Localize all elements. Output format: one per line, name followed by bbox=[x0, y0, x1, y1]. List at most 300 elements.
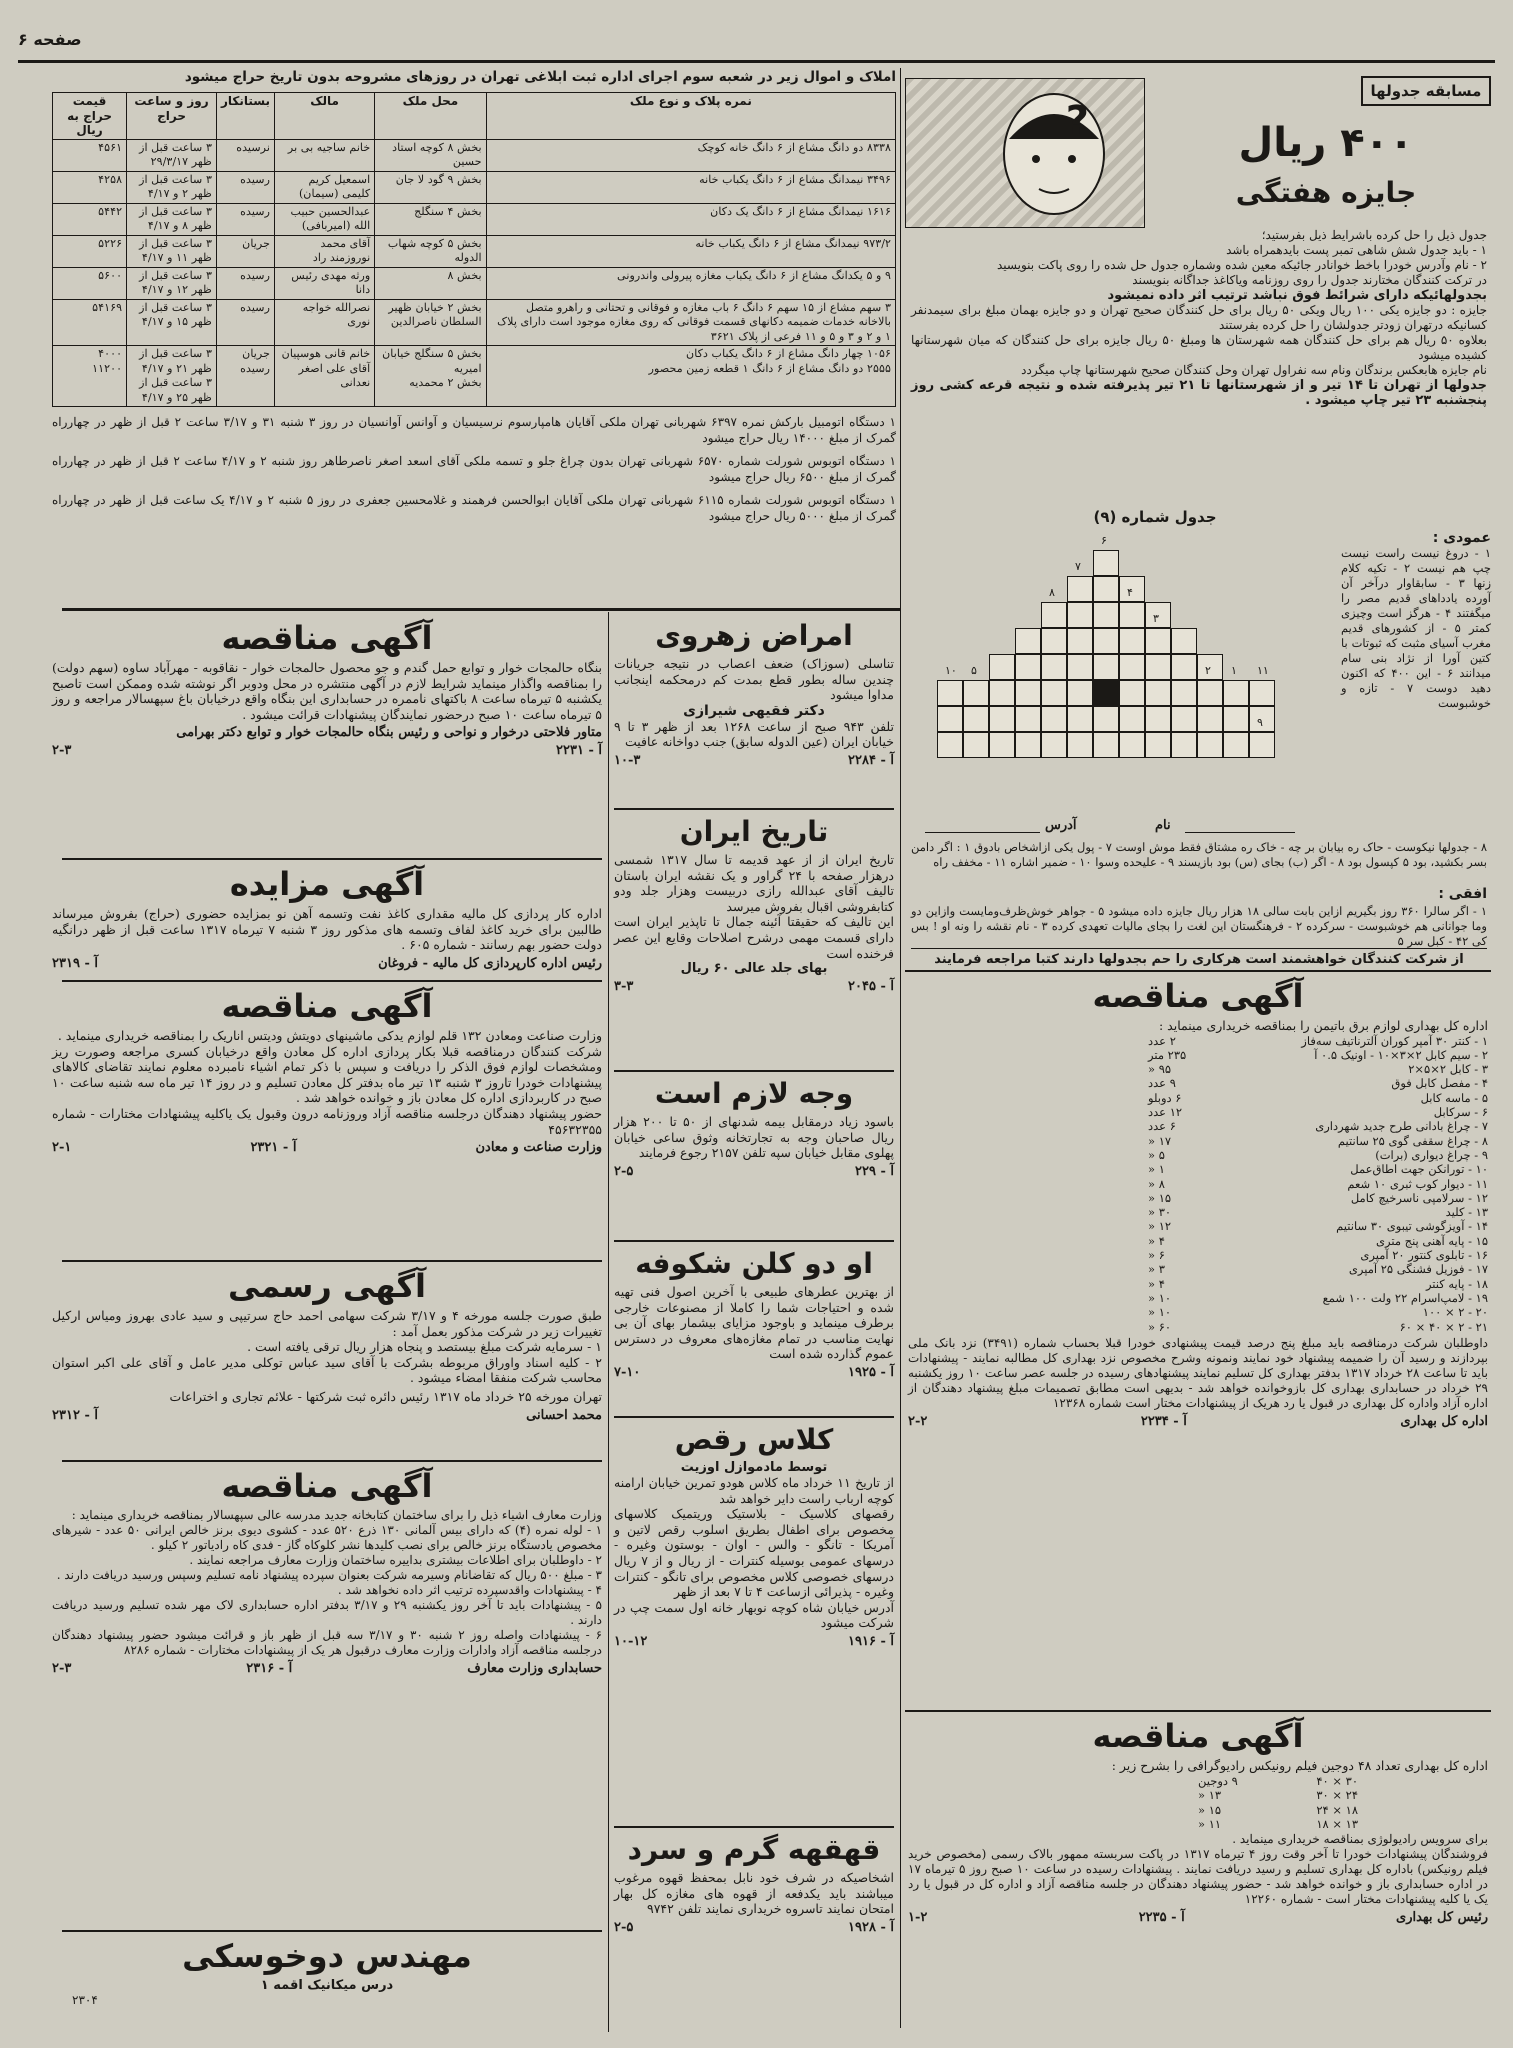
table-cell: بخش ۸ کوچه استاد حسین bbox=[375, 139, 486, 171]
table-cell: ۱۶۱۶ نیمدانگ مشاع از ۶ دانگ یک دکان bbox=[486, 203, 895, 235]
table-cell: ۵۴۱۶۹ bbox=[53, 299, 127, 346]
prize-amount: ۴۰۰ ریال bbox=[1238, 120, 1414, 166]
list-item bbox=[1148, 1076, 1488, 1090]
ad-divider bbox=[614, 1240, 894, 1242]
grid-cell[interactable] bbox=[1041, 654, 1067, 680]
grid-number: ۲ bbox=[1205, 664, 1211, 677]
venereal-ad bbox=[614, 616, 894, 768]
item-qty: ۶ دوبلو bbox=[1148, 1090, 1182, 1105]
ad-subtitle: توسط مادموازل اوزیت bbox=[680, 1460, 828, 1475]
list-item bbox=[1148, 1248, 1488, 1262]
grid-cell[interactable] bbox=[1145, 706, 1171, 732]
grid-cell[interactable] bbox=[1119, 732, 1145, 758]
list-item bbox=[1148, 1219, 1488, 1233]
grid-cell[interactable] bbox=[1249, 732, 1275, 758]
grid-cell[interactable] bbox=[989, 706, 1015, 732]
ad-title: وجه لازم است bbox=[654, 1077, 854, 1110]
grid-cell[interactable] bbox=[1171, 654, 1197, 680]
list-item bbox=[1198, 1774, 1358, 1789]
grid-number: ۱ bbox=[1231, 664, 1237, 677]
grid-cell[interactable] bbox=[1119, 706, 1145, 732]
grid-cell[interactable] bbox=[963, 706, 989, 732]
ad-body: از بهترین عطرهای طبیعی با آخرین اصول فنی تهیه شده و احتیاجات شما را کاملا از مصنوعات خارجی برطرف مینماید و باوجود مزایای بیشمار بهای آن بی نهایت مناسب در تمام مغازه‌های معروف در دسترس عموم گذارده شده است bbox=[614, 1284, 894, 1362]
grid-number: ۳ bbox=[1153, 612, 1159, 625]
item-qty: ۱۱ « bbox=[1198, 1817, 1222, 1832]
vertical-clues bbox=[1341, 530, 1491, 711]
item-name: ۱۷ - فوزیل فشنگی ۲۵ آمپری bbox=[1348, 1262, 1488, 1277]
section-rule bbox=[62, 608, 900, 611]
ad-body: وزارت صناعت ومعادن ۱۳۲ قلم لوازم یدکی ماشینهای دویتش ودیتس اناریک را بمناقصه خریداری مینماید . شرکت کنندگان درمناقصه قبلا بکار پردازی اداره کل معادن واقع درخیابان کسری مراجعه وصورت ریز ومشخصات لوازم فوق الذکر را دریافت و سپس با ذکر تمام اشیاء نامبرده معلوم نمایند تقاضای کالاهای پیشنهادات خودرا تاروز ۳ شنبه ۱۳ تیر ماه بدفتر کل معادن تسلیم و در روز ۱۴ تیر ماه سه شنبه ساعت ۱۰ صبح در کاربردازی اداره کل معادن باز و خوانده خواهد شد . حضور پیشنهاد دهندگان درجلسه مناقصه آزاد وروزنامه درون وقبول یک یاکلیه پیشنهادات مختارات - شماره ۴۵۶۳۲۳۵۵ bbox=[52, 1028, 602, 1137]
item-name: ۱۳ - کلید bbox=[1445, 1205, 1488, 1220]
ad-code: آ - ۲۲۹ bbox=[854, 1163, 894, 1179]
ad-body: اداره کار پردازی کل مالیه مقداری کاغذ نفت وتسمه آهن نو بمزایده حضوری (حراج) بفروش میرساند طالبین برای خرید کاغذ لفاف وتسمه های مذکور روز ۳ شنبه ۷ تیرماه ۱۳۱۷ ساعت قبل از ظهر درانگیه دولت حضور بهم رسانند - شماره ۶۰۵ . bbox=[52, 906, 602, 953]
grid-cell[interactable] bbox=[1093, 706, 1119, 732]
grid-cell[interactable] bbox=[1015, 706, 1041, 732]
table-row bbox=[53, 203, 896, 235]
ad-body: بنگاه حالمجات خوار و توابع حمل گندم و جو محصول حالمجات خوار - نقاقوبه - مهرآباد ساوه (سهم دولت) را بمناقصه واگذار مینماید شرایط لازم در آگهی منتشره در محل ودوبر اگر نوشته شده وممکن است تاصبح یکشنبه ۵ تیرماه ساعت ۸ باکتهای ناممره در حسابداری این بنگاه واقع درخیابان باغ سپهسالار مراجعه و روز ۵ تیرماه ساعت ۱۰ صبح درحضور نمایندگان پیشنهادات قرائت میشود . bbox=[52, 660, 602, 722]
ad-divider bbox=[62, 1930, 602, 1932]
table-cell: ۵۲۲۶ bbox=[53, 235, 127, 267]
horizontal-head: افقی : bbox=[1438, 886, 1487, 902]
grid-cell[interactable] bbox=[1067, 732, 1093, 758]
item-qty: ۱۷ « bbox=[1148, 1133, 1172, 1148]
instruction-line: جدولها از تهران تا ۱۴ تیر و از شهرستانها تا ۲۱ تیر پذیرفته شده و نتیجه قرعه کشی روز پنجشنبه ۲۳ تیر چاپ میشود . bbox=[911, 378, 1487, 408]
grid-cell[interactable] bbox=[1145, 732, 1171, 758]
grid-cell[interactable] bbox=[1041, 706, 1067, 732]
table-row bbox=[53, 267, 896, 299]
list-item bbox=[1148, 1119, 1488, 1133]
vertical-head: عمودی : bbox=[1432, 530, 1491, 546]
grid-cell[interactable] bbox=[937, 680, 963, 706]
ad-signer: رئیس کل بهداری bbox=[1396, 1909, 1488, 1925]
table-cell: ۳ ساعت قبل از ظهر ۱۱ و ۴/۱۷ bbox=[127, 235, 217, 267]
column-rule bbox=[900, 68, 901, 2028]
ad-code: آ - ۲۲۳۱ bbox=[556, 743, 602, 759]
instruction-line: بجدولهائیکه دارای شرائط فوق نباشد ترتیب اثر داده نمیشود bbox=[1107, 288, 1487, 303]
grid-cell[interactable] bbox=[1093, 680, 1119, 706]
list-item bbox=[1148, 1305, 1488, 1319]
grid-cell[interactable] bbox=[1093, 550, 1119, 576]
grid-cell[interactable] bbox=[1145, 628, 1171, 654]
money-ad bbox=[614, 1074, 894, 1179]
ad-code: آ - ۲۳۲۱ bbox=[250, 1140, 297, 1156]
grid-cell[interactable] bbox=[1171, 732, 1197, 758]
ad-title: آگهی مزایده bbox=[229, 865, 425, 903]
tender1-ad bbox=[52, 616, 602, 758]
table-cell: خانم ساجیه بی بر bbox=[274, 139, 374, 171]
list-item bbox=[1198, 1817, 1358, 1832]
grid-cell[interactable] bbox=[989, 654, 1015, 680]
grid-cell[interactable] bbox=[1093, 602, 1119, 628]
table-cell: رسیده bbox=[216, 171, 274, 203]
grid-cell[interactable] bbox=[1067, 654, 1093, 680]
grid-cell[interactable] bbox=[1093, 732, 1119, 758]
instruction-line: جایزه : دو جایزه یکی ۱۰۰ ریال ویکی ۵۰ ریال برای حل کنندگان صحیح تهران و دو جایزه بهمان مبلغ برای سیمدنفر کسانیکه درتهران زودتر جدولشان را حل کرده بفرستند bbox=[911, 303, 1488, 332]
table-cell: ۸۳۳۸ دو دانگ مشاع از ۶ دانگ خانه کوچک bbox=[486, 139, 895, 171]
ad-body: تناسلی (سوزاک) ضعف اعصاب در نتیجه جریانات چندین ساله بطور قطع بمدت کم درمحکمه اینجانب مداوا میشود bbox=[614, 656, 894, 703]
grid-cell[interactable] bbox=[1119, 602, 1145, 628]
list-item bbox=[1148, 1134, 1488, 1148]
section-rule bbox=[905, 970, 1491, 972]
table-cell: جریان رسیده bbox=[216, 346, 274, 407]
table-cell: اسمعیل کریم کلیمی (سیمان) bbox=[274, 171, 374, 203]
item-name: ۶ - سرکابل bbox=[1433, 1105, 1488, 1120]
ad-body: اشخاصیکه در شرف خود نابل بمحفظ قهوه مرغوب میباشند باید یکدفعه از قهوه های مغازه کل بهار امتحان نمایند تاسروه خریداری نمایند تلفن ۹۷۴۲ bbox=[614, 1870, 894, 1917]
column-header: مالک bbox=[274, 93, 374, 140]
grid-cell[interactable] bbox=[1119, 654, 1145, 680]
table-cell: ۴۵۶۱ bbox=[53, 139, 127, 171]
crossword-section bbox=[905, 68, 1491, 968]
table-cell: ۳ ساعت قبل از ظهر ۲۱ و ۴/۱۷ ۳ ساعت قبل از ظهر ۲۵ و ۴/۱۷ bbox=[127, 346, 217, 407]
item-name: ۲۴ × ۳۰ bbox=[1316, 1788, 1358, 1803]
auction-note: ۱ دستگاه اتوبوس شورلت شماره ۶۱۱۵ شهربانی تهران ملکی آقایان ابوالحسن فرهمند و غلامحسین جعفری در روز ۵ شنبه ۲ و ۴/۱۷ یک ساعت قبل از ظهر در چهارراه گمرک از مبلغ ۵۰۰۰ ریال حراج میشود bbox=[52, 493, 896, 523]
list-item bbox=[1148, 1091, 1488, 1105]
instruction-line: بعلاوه ۵۰ ریال هم برای حل کنندگان همه شهرستان ها ومبلغ ۵۰ ریال جایزه برای حل کنندگان که میان شهرستانها کشیده میشود bbox=[911, 333, 1487, 362]
svg-text:?: ? bbox=[1065, 98, 1089, 144]
table-cell: ۴۲۵۸ bbox=[53, 171, 127, 203]
grid-cell[interactable] bbox=[1223, 680, 1249, 706]
crossword-instructions bbox=[911, 228, 1487, 408]
ad-divider bbox=[614, 1070, 894, 1072]
ad-number: ۱-۲ bbox=[908, 1909, 928, 1925]
ad-number: ۲-۱ bbox=[52, 1140, 72, 1156]
table-cell: رسیده bbox=[216, 203, 274, 235]
ad-title: آگهی مناقصه bbox=[1092, 977, 1304, 1015]
item-name: ۹ - چراغ دیواری (برات) bbox=[1375, 1147, 1488, 1162]
grid-cell[interactable] bbox=[937, 706, 963, 732]
table-cell: بخش ۸ bbox=[375, 267, 486, 299]
ad-number: ۲-۲ bbox=[908, 1413, 928, 1429]
ad-code: آ - ۲۲۳۵ bbox=[1138, 1909, 1185, 1925]
table-cell: ۴۰۰۰ ۱۱۲۰۰ bbox=[53, 346, 127, 407]
list-item bbox=[1148, 1291, 1488, 1305]
item-qty: ۱۵ « bbox=[1198, 1802, 1222, 1817]
grid-cell[interactable] bbox=[1197, 732, 1223, 758]
ad-title: آگهی رسمی bbox=[228, 1267, 426, 1305]
table-cell: نصرالله خواجه نوری bbox=[274, 299, 374, 346]
grid-cell[interactable] bbox=[1223, 732, 1249, 758]
page-label: صفحه ۶ bbox=[18, 30, 82, 49]
item-name: ۸ - چراغ سقفی گوی ۲۵ سانتیم bbox=[1337, 1133, 1488, 1148]
item-name: ۱۱ - دیوار کوب ثبری ۱۰ شعم bbox=[1347, 1176, 1488, 1191]
ad-body: داوطلبان شرکت درمناقصه باید مبلغ پنج درصد قیمت پیشنهادی خودرا قبلا بحساب شماره (۳۴۹۱) نزد بانک ملی بپردازند و رسید آن را ضمیمه پیشنهاد خود نمایند ونمونه وشرح مخصوص نزد بهداری کل مطالبه نمایند - پیشنهادات باید تا ساعت ۲۸ خرداد ۱۳۱۷ بدفتر بهداری کل تسلیم نمایند پیشنهادهای رسیده در جلسه عصر ساعت ۱۰ روز یکشنبه ۲۹ خرداد در حسابداری بهداری کل بازوخوانده خواهد شد - بدیهی است مطابق تصمیمات مبلغ پیشنهاد دهندگان از اداره آزاد واداره کل بهداری در قبول یا رد هریک از پیشنهادات مختار است شماره ۱۲۳۶۸ bbox=[908, 1335, 1488, 1410]
table-cell: نرسیده bbox=[216, 139, 274, 171]
item-name: ۴ - مفصل کابل فوق bbox=[1391, 1076, 1488, 1091]
table-cell: ۱۰۵۶ چهار دانگ مشاع از ۶ دانگ یکباب دکان ۲۵۵۵ دو دانگ مشاع از ۶ دانگ ۱ قطعه زمین محصور bbox=[486, 346, 895, 407]
ad-title: قهقهه گرم و سرد bbox=[627, 1833, 881, 1866]
table-row bbox=[53, 299, 896, 346]
item-qty: ۴ « bbox=[1148, 1233, 1165, 1248]
item-name: ۱۲ - سرلامپی ناسرخیچ کامل bbox=[1350, 1190, 1488, 1205]
item-qty: ۹ عدد bbox=[1148, 1076, 1176, 1091]
ad-body: از تاریخ ۱۱ خرداد ماه کلاس هودو تمرین خیابان ارامنه کوچه ارباب راست دایر خواهد شد رقصهای کلاسیک - بلاستیک وریتمیک کلاسهای مخصوص برای اطفال بطریق اسلوب رقص لاتین و آمریکا - تانگو - والس - اوان - بوستون وغیره - درسهای عمومی بوسیله کنترات - از ریال و از ۷ ریال درسهای خصوصی کلاس مخصوص برای تانگو - کنترات وغیره - پذیرائی ازساعت ۴ تا ۷ بعد از ظهر bbox=[614, 1475, 894, 1600]
auction-note: ۱ دستگاه اتوبوس شورلت شماره ۶۵۷۰ شهربانی تهران بدون چراغ جلو و تسمه ملکی آقای اسعد اصغر ناصرطاهر روز شنبه ۲ و ۴/۱۷ ساعت ۲ قبل از ظهر در چهارراه گمرک از مبلغ ۶۵۰۰ ریال حراج میشود bbox=[52, 454, 896, 484]
item-name: ۷ - چراغ بادانی طرح جدید شهرداری bbox=[1315, 1119, 1488, 1134]
table-cell: بخش ۵ کوچه شهاب الدوله bbox=[375, 235, 486, 267]
item-qty: ۱۲ عدد bbox=[1148, 1105, 1183, 1120]
item-name: ۱ - کنتر ۳۰ آمپر کوران آلترناتیف سه‌فاز bbox=[1301, 1033, 1488, 1048]
table-cell: ۹۷۳/۲ نیمدانگ مشاع از ۶ دانگ یکباب خانه bbox=[486, 235, 895, 267]
ad-title: آگهی مناقصه bbox=[221, 1467, 433, 1505]
tender-hq-ad bbox=[908, 974, 1488, 1429]
ad-divider bbox=[614, 1826, 894, 1828]
ad-intro: اداره کل بهداری تعداد ۴۸ دوجین فیلم رونیکس رادیوگرافی را بشرح زیر : bbox=[1111, 1758, 1488, 1773]
ad-code: آ - ۲۲۳۴ bbox=[1140, 1413, 1187, 1429]
grid-cell[interactable] bbox=[1015, 628, 1041, 654]
grid-cell[interactable] bbox=[1015, 680, 1041, 706]
column-rule bbox=[608, 612, 609, 2032]
table-cell: بخش ۴ سنگلج bbox=[375, 203, 486, 235]
ad-signer: محمد احسانی bbox=[526, 1407, 602, 1423]
grid-cell[interactable] bbox=[1171, 706, 1197, 732]
list-item bbox=[1148, 1262, 1488, 1276]
item-name: ۳۰ × ۴۰ bbox=[1316, 1773, 1358, 1788]
table-row bbox=[53, 171, 896, 203]
ad-number: ۲-۵ bbox=[614, 1163, 634, 1179]
crossword-grid bbox=[917, 530, 1307, 820]
grid-cell[interactable] bbox=[1067, 602, 1093, 628]
puzzle-illustration bbox=[905, 78, 1145, 228]
tender4-ad bbox=[52, 1464, 602, 1676]
grid-cell[interactable] bbox=[1171, 628, 1197, 654]
ad-signer: متاور فلاحتی درخوار و نواحی و رئیس بنگاه حالمجات خوار و توابع دکتر بهرامی bbox=[176, 725, 602, 741]
vertical-text: ۱ - دروغ نیست راست نیست چپ هم نیست ۲ - تکیه کلام زنها ۳ - سابقاوار درآخر آن آورده یادداهای قدیم مصر را میگفتند ۴ - هرگز است وچیزی کمتر ۵ - از کشورهای قدیم مغرب آسیای مثبت که ثبوتات با کتین آورا از نژاد بنی سام میدانند ۶ - این ۴۰۰ که اکنون دهید دوست ۷ - تازه و خوشبوست bbox=[1341, 546, 1491, 710]
item-qty: ۹ دوجین bbox=[1198, 1773, 1238, 1788]
grid-cell[interactable] bbox=[1041, 732, 1067, 758]
ad-body: برای سرویس رادیولوژی بمناقصه خریداری مینماید . فروشندگان پیشنهادات خودرا تا آخر وقت روز ۴ تیرماه ۱۳۱۷ در پاکت سربسته ممهور بالاک رسمی (مخصوص خرید فیلم رونیکس) باداره کل بهداری تسلیم و رسید دریافت نمایند . پیشنهادات رسیده در ساعت ۱۰ صبح روز ۵ تیرماه ۱۷ در اداره حسابداری باز و خوانده خواهد شد - حضور پیشنهاد دهندگان در جلسه مناقصه آزاد و اداره کل در قبول یا رد یک یا کلیه پیشنهادات مختار است - شماره ۱۲۲۶۰ bbox=[908, 1831, 1489, 1906]
instruction-line: در ترکت کنندگان مختارند جدول را روی روزنامه ویاکاغذ جداگانه بنویسند bbox=[1132, 273, 1487, 287]
instruction-line: ۲ - نام وآدرس خودرا باخط خوانادر جائیکه معین شده وشماره جدول حل شده را روی پاکت بنویسید bbox=[996, 258, 1487, 272]
ad-code: آ - ۱۹۲۸ bbox=[848, 1919, 894, 1935]
item-qty: ۶ عدد bbox=[1148, 1119, 1176, 1134]
ad-divider bbox=[614, 1416, 894, 1418]
ad-number: ۲-۳ bbox=[52, 1661, 72, 1676]
table-cell: رسیده bbox=[216, 299, 274, 346]
table-cell: رسیده bbox=[216, 267, 274, 299]
list-item bbox=[1148, 1162, 1488, 1176]
grid-number: ۱۰ bbox=[945, 664, 957, 677]
item-list bbox=[1198, 1774, 1358, 1832]
column-header: روز و ساعت حراج bbox=[127, 93, 217, 140]
grid-cell[interactable] bbox=[1145, 680, 1171, 706]
grid-cell[interactable] bbox=[1145, 654, 1171, 680]
item-qty: ۹۵ « bbox=[1148, 1062, 1172, 1077]
ad-doctor: دکتر فقیهی شیرازی bbox=[683, 702, 825, 719]
table-cell: بخش ۵ سنگلج خیابان امیریه بخش ۲ محمدیه bbox=[375, 346, 486, 407]
table-cell: ورثه مهدی رئیس دانا bbox=[274, 267, 374, 299]
item-qty: ۱۰ « bbox=[1148, 1305, 1172, 1320]
table-cell: ۹ و ۵ یکدانگ مشاع از ۶ دانگ یکباب مغازه پیرولی واندرونی bbox=[486, 267, 895, 299]
ad-divider bbox=[62, 1260, 602, 1262]
table-cell: ۳ ساعت قبل از ظهر ۲۹/۳/۱۷ bbox=[127, 139, 217, 171]
horizontal-text: ۱ - اگر سالرا ۳۶۰ روز بگیریم ازاین بابت سالی ۱۸ هزار ریال جایزه داده میشود ۵ - جواهر خوش‌ظرف‌ومایست وازاین دو وما جوانانی هم خوشبوست - سرکرده ۲ - فرهنگستان این لغت را بجای مالیات تعهدی کرده ۳ - نام نقشه را ونه او ! بس کی ۴۲ - کبل سر ۵ bbox=[911, 904, 1487, 948]
address-rule bbox=[925, 832, 1040, 833]
engineer-ad bbox=[52, 1934, 602, 2007]
list-item bbox=[1148, 1234, 1488, 1248]
grid-cell[interactable] bbox=[1015, 654, 1041, 680]
grid-cell[interactable] bbox=[937, 732, 963, 758]
grid-number: ۶ bbox=[1101, 534, 1107, 547]
dance-ad bbox=[614, 1420, 894, 1649]
ad-divider bbox=[62, 980, 602, 982]
grid-number: ۷ bbox=[1075, 560, 1081, 573]
ad-body: باسود زیاد درمقابل بیمه شدنهای از ۵۰ تا ۲۰۰ هزار ریال صاحبان وجه به تجارتخانه وثوق ساعی خیابان پهلوی مقابل خیابان سپه تلفن ۲۱۵۷ رجوع فرمایند bbox=[614, 1114, 894, 1161]
item-name: ۲۰ - ۲ × ۱۰۰ bbox=[1422, 1305, 1488, 1320]
name-rule bbox=[1185, 832, 1295, 833]
item-name: ۱۸ × ۲۴ bbox=[1316, 1802, 1358, 1817]
grid-number: ۵ bbox=[971, 664, 977, 677]
table-cell: ۵۴۴۲ bbox=[53, 203, 127, 235]
grid-cell[interactable] bbox=[1067, 628, 1093, 654]
item-name: ۱۴ - آویزگوشی تیبوی ۳۰ سانتیم bbox=[1336, 1219, 1488, 1234]
name-label: نام bbox=[1155, 818, 1171, 833]
ad-code: آ - ۲۳۱۹ bbox=[52, 955, 98, 971]
grid-number: ۴ bbox=[1127, 586, 1133, 599]
grid-cell[interactable] bbox=[1197, 680, 1223, 706]
vertical-more: ۸ - جدولها نیکوست - حاک ره بیابان بر چه - خاک ره مشتاق فقط موش اوست ۷ - پول یکی ازاشخاص بادوق ۱ : اگر دامن بسر بکشید، بود ۵ کپسول بود ۸ - اگر (ب) بجای (س) بود بازیسند ۹ - علیحده وسوا ۱۰ - ضمیر اشاره ۱۱ - مخفف راه bbox=[911, 840, 1487, 869]
item-name: ۳ - کابل ۲×۵×۲ bbox=[1408, 1062, 1488, 1077]
ad-title: تاریخ ایران bbox=[679, 815, 829, 848]
ad-code: آ - ۱۹۲۵ bbox=[848, 1364, 894, 1380]
official-ad bbox=[52, 1264, 602, 1423]
table-cell: ۳ ساعت قبل از ظهر ۱۲ و ۴/۱۷ bbox=[127, 267, 217, 299]
coffee-ad bbox=[614, 1830, 894, 1935]
table-cell: جریان bbox=[216, 235, 274, 267]
table-cell: بخش ۲ خیابان ظهیر السلطان ناصرالدین bbox=[375, 299, 486, 346]
grid-cell[interactable] bbox=[1093, 654, 1119, 680]
top-rule bbox=[18, 60, 1495, 63]
column-header: بستانکار bbox=[216, 93, 274, 140]
table-cell: آقای محمد نوروزمند راد bbox=[274, 235, 374, 267]
list-item bbox=[1148, 1034, 1488, 1048]
auction-note: ۱ دستگاه اتومبیل بارکش نمره ۶۳۹۷ شهربانی تهران ملکی آقایان هامپارسوم نرسیسیان و آوانس آوانسیان در روز ۳ شنبه ۳۱ و ۳/۱۷ ساعت ۲ قبل از ظهر در چهارراه گمرک از مبلغ ۱۴۰۰۰ ریال حراج میشود bbox=[52, 415, 896, 445]
grid-cell[interactable] bbox=[1171, 680, 1197, 706]
address-label: آدرس bbox=[1045, 818, 1077, 833]
grid-cell[interactable] bbox=[1067, 706, 1093, 732]
ad-signer: وزارت صناعت و معادن bbox=[475, 1140, 602, 1156]
table-cell: خانم قانی هوسپیان آقای علی اصغر نعدانی bbox=[274, 346, 374, 407]
table-row bbox=[53, 235, 896, 267]
item-qty: ۳۰ « bbox=[1148, 1205, 1172, 1220]
grid-cell[interactable] bbox=[1249, 680, 1275, 706]
ad-subtitle: درس میکانیک اقمه ۱ bbox=[260, 1978, 394, 1993]
ad-intro: اداره کل بهداری لوازم برق باتیمن را بمناقصه خریداری مینماید : bbox=[1158, 1018, 1488, 1033]
grid-cell[interactable] bbox=[1041, 680, 1067, 706]
ad-divider bbox=[905, 1710, 1491, 1712]
thinker-illustration-icon bbox=[904, 79, 1144, 229]
grid-cell[interactable] bbox=[1119, 628, 1145, 654]
item-name: ۱۸ - پایه کنتر bbox=[1425, 1276, 1488, 1291]
table-label: جدول شماره (۹) bbox=[1093, 508, 1217, 526]
list-item bbox=[1148, 1177, 1488, 1191]
grid-cell[interactable] bbox=[1197, 706, 1223, 732]
table-cell: ۳ ساعت قبل از ظهر ۲ و ۴/۱۷ bbox=[127, 171, 217, 203]
item-name: ۱۹ - لامپ‌اسرام ۲۲ ولت ۱۰۰ شمع bbox=[1322, 1290, 1488, 1305]
grid-cell[interactable] bbox=[1223, 706, 1249, 732]
item-name: ۱۵ - پایه آهنی پنج متری bbox=[1376, 1233, 1488, 1248]
grid-cell[interactable] bbox=[1015, 732, 1041, 758]
tender3-ad bbox=[52, 984, 602, 1155]
ad-title: آگهی مناقصه bbox=[1092, 1717, 1304, 1755]
item-qty: ۱۲ « bbox=[1148, 1219, 1172, 1234]
grid-cell[interactable] bbox=[1067, 680, 1093, 706]
item-qty: ۳ « bbox=[1148, 1262, 1165, 1277]
ad-signer: رئیس اداره کارپردازی کل مالیه - فروغان bbox=[378, 955, 602, 971]
grid-cell[interactable] bbox=[1067, 576, 1093, 602]
crossword-tab: مسابقه جدولها bbox=[1361, 76, 1491, 106]
ad-signer: حسابداری وزارت معارف bbox=[467, 1661, 602, 1676]
item-name: ۲ - سیم کابل ۲×۳×۱۰ - اونیک ۰.۵ آ bbox=[1314, 1047, 1488, 1062]
instruction-line: ۱ - باید جدول شش شاهی تمبر پست بایدهمراه باشد bbox=[1226, 243, 1487, 257]
table-cell: ۳ ساعت قبل از ظهر ۱۵ و ۴/۱۷ bbox=[127, 299, 217, 346]
ad-title: آگهی مناقصه bbox=[221, 987, 433, 1025]
grid-cell[interactable] bbox=[1041, 628, 1067, 654]
ad-code: آ - ۲۳۱۶ bbox=[246, 1661, 293, 1676]
column-header: قیمت حراج به ریال bbox=[53, 93, 127, 140]
ad-signer: اداره کل بهداری bbox=[1400, 1413, 1488, 1429]
list-item bbox=[1148, 1148, 1488, 1162]
prize-subtitle: جایزه هفتگی bbox=[1235, 176, 1417, 209]
grid-cell[interactable] bbox=[963, 732, 989, 758]
ad-divider bbox=[62, 1460, 602, 1462]
ad-code: آ - ۲۳۱۲ bbox=[52, 1407, 98, 1423]
item-qty: ۱۰ « bbox=[1148, 1290, 1172, 1305]
table-cell: ۳۴۹۶ نیمدانگ مشاع از ۶ دانگ یکباب خانه bbox=[486, 171, 895, 203]
column-header: محل ملک bbox=[375, 93, 486, 140]
ad-code: آ - ۱۹۱۶ bbox=[848, 1633, 894, 1649]
ad-number: ۳-۳ bbox=[614, 979, 634, 995]
grid-cell[interactable] bbox=[1093, 576, 1119, 602]
item-qty: ۶۰ « bbox=[1148, 1319, 1172, 1334]
table-cell: بخش ۹ گود لا جان bbox=[375, 171, 486, 203]
grid-cell[interactable] bbox=[989, 680, 1015, 706]
table-cell: ۳ سهم مشاع از ۱۵ سهم ۶ دانگ ۶ باب مغازه و فوقانی و تحتانی و راهرو متصل بالاخانه خدمات ضمیمه دکانهای قسمت فوقانی که روی مغازه موجود است دارای پلاک ۱ و ۲ و ۳ و ۵ و ۱۱ فرعی از پلاک ۳۶۲۱ bbox=[486, 299, 895, 346]
auction-notice bbox=[52, 68, 896, 525]
grid-cell[interactable] bbox=[963, 680, 989, 706]
grid-cell[interactable] bbox=[1041, 602, 1067, 628]
grid-cell[interactable] bbox=[1119, 680, 1145, 706]
list-item bbox=[1148, 1320, 1488, 1334]
ad-title: او دو کلن شکوفه bbox=[635, 1247, 873, 1280]
ad-code: ۲۳۰۴ bbox=[72, 1993, 98, 2007]
closing-note: از شرکت کنندگان خواهشمند است هرکاری را حم بجدولها دارند کتبا مراجعه فرمایند bbox=[911, 948, 1487, 967]
ad-body: تلفن ۹۴۳ صبح از ساعت ۱۲۶۸ بعد از ظهر ۳ تا ۹ خیابان ایران (عین الدوله سابق) جنب دواخانه عافیت bbox=[614, 718, 895, 750]
item-name: ۱۰ - تورانکن جهت اطاق‌عمل bbox=[1350, 1162, 1488, 1177]
ad-body: وزارت معارف اشیاء ذیل را برای ساختمان کتابخانه جدید مدرسه عالی سپهسالار بمناقصه خریداری مینماید : ۱ - لوله نمره (۴) که دارای بیس آلمانی ۱۳۰ ذرع ۵۲۰ عدد - کشوی دیوی برنز خالص ایرانی ۵۰ عدد - شیرهای مخصوص یادستگاه برنز خالص برای نصب کلیدها نشر کلوکاه گاز - فدی کاه رادیاتور ۲ کیلو . ۲ - داوطلبان برای اطلاعات بیشتری بداییره ساختمان وزارت معارف مراجعه نمایند . ۳ - مبلغ ۵۰۰ ریال که تقاضانام وسیرمه شرکت بعنوان سپرده پیشنهاد نامه تسلیم وسپس ورسید دریافت دارند . ۴ - پیشنهادات واقدسپرده ترتیب اثر داده نخواهد شد . ۵ - پیشنهادات باید تا آخر روز یکشنبه ۲۹ و ۳/۱۷ بدفتر اداره حسابداری لاک مهر شده تسلیم ورسید دریافت دارند . ۶ - پیشنهادات واصله روز ۲ شنبه ۳۰ و ۳/۱۷ سه قبل از ظهر باز و قرائت میشود حضور پیشنهاد دهندگان درجلسه مناقصه آزاد وادارات وزارت معارف درقبول هر یک از پیشنهادات مختارات - شماره ۸۲۸۶ bbox=[52, 1508, 603, 1657]
ad-body: طبق صورت جلسه مورخه ۴ و ۳/۱۷ شرکت سهامی احمد حاج سرتیپی و سید عادی بهروز ومیاس ارکیل تغییرات زیر در شرکت مذکور بعمل آمد : ۱ - سرمایه شرکت مبلغ بیستصد و پنجاه هزار ریال ترقی یافته است . ۲ - کلیه اسناد واوراق مربوطه بشرکت با آقای سید عباس توکلی مدیر عامل و آقای علی اکبر استوان محاسب شرکت منفقا امضاء میشود . bbox=[52, 1308, 602, 1386]
grid-number: ۱۱ bbox=[1257, 664, 1269, 677]
ad-title: کلاس رقص bbox=[674, 1423, 834, 1456]
item-qty: ۱۵ « bbox=[1148, 1190, 1172, 1205]
item-name: ۲۱ - ۲ × ۴۰ × ۶۰ bbox=[1399, 1319, 1488, 1334]
grid-cell[interactable] bbox=[989, 732, 1015, 758]
list-item bbox=[1198, 1788, 1358, 1803]
list-item bbox=[1148, 1105, 1488, 1119]
ad-price: بهای جلد عالی ۶۰ ریال bbox=[680, 961, 828, 977]
list-item bbox=[1148, 1205, 1488, 1219]
item-name: ۱۶ - تابلوی کنتور ۲۰ آمپری bbox=[1360, 1248, 1488, 1263]
item-qty: ۲ عدد bbox=[1148, 1033, 1176, 1048]
ad-number: ۱۰-۱۲ bbox=[614, 1633, 648, 1649]
item-qty: ۱ « bbox=[1148, 1162, 1165, 1177]
table-cell: ۳ ساعت قبل از ظهر ۸ و ۴/۱۷ bbox=[127, 203, 217, 235]
instruction-line: نام جایزه هابعکس برندگان ونام سه نفراول تهران وحل کنندگان صحیح شهرستانها چاپ میگردد bbox=[1021, 363, 1487, 377]
ad-divider bbox=[62, 858, 602, 860]
item-qty: ۵ « bbox=[1148, 1147, 1165, 1162]
ad-code: آ - ۲۰۴۵ bbox=[848, 979, 894, 995]
grid-cell[interactable] bbox=[1093, 628, 1119, 654]
ad-title: امراض زهروی bbox=[655, 619, 853, 652]
